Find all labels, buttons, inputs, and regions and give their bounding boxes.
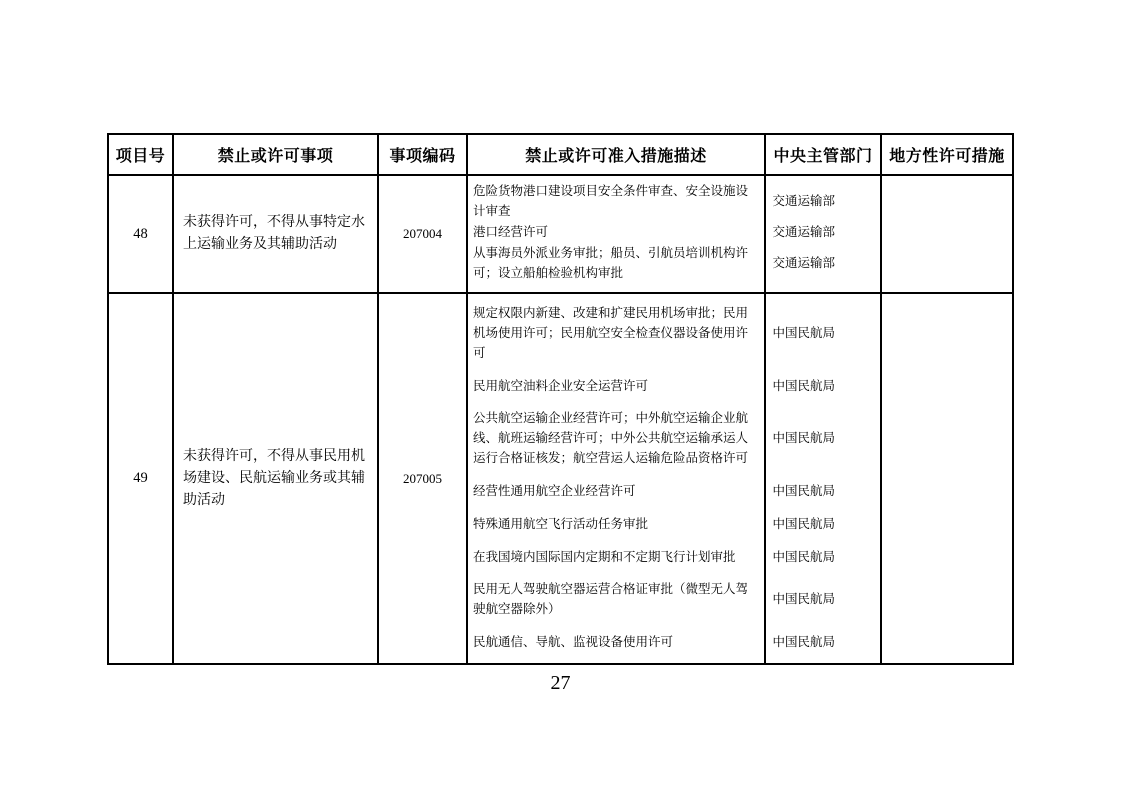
measures-list xyxy=(468,176,882,292)
table-row xyxy=(109,176,1012,294)
matter-code: 207004 xyxy=(379,176,468,292)
negative-list-table xyxy=(107,133,1014,665)
local-measures-cell xyxy=(882,294,1012,663)
central-authority: 交通运输部 xyxy=(772,194,836,208)
matter-code: 207005 xyxy=(379,294,468,663)
central-authority: 中国民航局 xyxy=(772,326,836,340)
col-header-central-dept: 中央主管部门 xyxy=(766,135,882,174)
measure-description: 从事海员外派业务审批；船员、引航员培训机构许可；设立船舶检验机构审批 xyxy=(473,246,749,280)
col-header-matter: 禁止或许可事项 xyxy=(174,135,379,174)
measure-description: 特殊通用航空飞行活动任务审批 xyxy=(473,516,649,531)
item-no: 48 xyxy=(109,176,174,292)
central-authority: 中国民航局 xyxy=(772,378,836,393)
col-header-measure-desc: 禁止或许可准入措施描述 xyxy=(468,135,766,174)
central-authority: 中国民航局 xyxy=(772,431,836,446)
measure-description: 民用无人驾驶航空器运营合格证审批（微型无人驾驶航空器除外） xyxy=(473,582,749,617)
measure-description: 在我国境内国际国内定期和不定期飞行计划审批 xyxy=(473,549,736,564)
local-measures-cell xyxy=(882,176,1012,292)
table-header-row xyxy=(109,135,1012,176)
measure-description: 经营性通用航空企业经营许可 xyxy=(473,484,636,499)
table-row xyxy=(109,294,1012,663)
measure-description: 公共航空运输企业经营许可；中外航空运输企业航线、航班运输经营许可；中外公共航空运输承运人运行合格证核发；航空营运人运输危险品资格许可 xyxy=(473,411,749,466)
central-authority: 中国民航局 xyxy=(772,634,836,649)
measure-description: 港口经营许可 xyxy=(473,225,549,239)
col-header-code: 事项编码 xyxy=(379,135,468,174)
central-authority: 中国民航局 xyxy=(772,549,836,564)
measure-item xyxy=(468,222,880,242)
central-authority: 中国民航局 xyxy=(772,592,836,607)
measure-item xyxy=(468,303,880,363)
measure-item xyxy=(468,181,880,221)
measure-description: 危险货物港口建设项目安全条件审查、安全设施设计审查 xyxy=(473,184,749,218)
col-header-item-no: 项目号 xyxy=(109,135,174,174)
measure-description: 规定权限内新建、改建和扩建民用机场审批；民用机场使用许可；民用航空安全检查仪器设备使用许可 xyxy=(473,306,749,360)
measure-item xyxy=(468,514,880,534)
matter-text: 未获得许可，不得从事民用机场建设、民航运输业务或其辅助活动 xyxy=(174,294,379,663)
measure-item xyxy=(468,481,880,501)
central-authority: 交通运输部 xyxy=(772,225,836,239)
measure-description: 民航通信、导航、监视设备使用许可 xyxy=(473,634,674,649)
item-no: 49 xyxy=(109,294,174,663)
measure-item xyxy=(468,547,880,567)
measure-item xyxy=(468,243,880,283)
measure-item xyxy=(468,376,880,396)
central-authority: 中国民航局 xyxy=(772,516,836,531)
measures-list xyxy=(468,294,882,663)
measure-description: 民用航空油料企业安全运营许可 xyxy=(473,378,649,393)
col-header-local-measures: 地方性许可措施 xyxy=(889,148,1005,165)
matter-text: 未获得许可，不得从事特定水上运输业务及其辅助活动 xyxy=(174,176,379,292)
measure-item xyxy=(468,579,880,619)
measure-item xyxy=(468,632,880,652)
central-authority: 中国民航局 xyxy=(772,484,836,499)
central-authority: 交通运输部 xyxy=(772,256,836,270)
measure-item xyxy=(468,408,880,468)
page-number: 27 xyxy=(550,672,571,694)
